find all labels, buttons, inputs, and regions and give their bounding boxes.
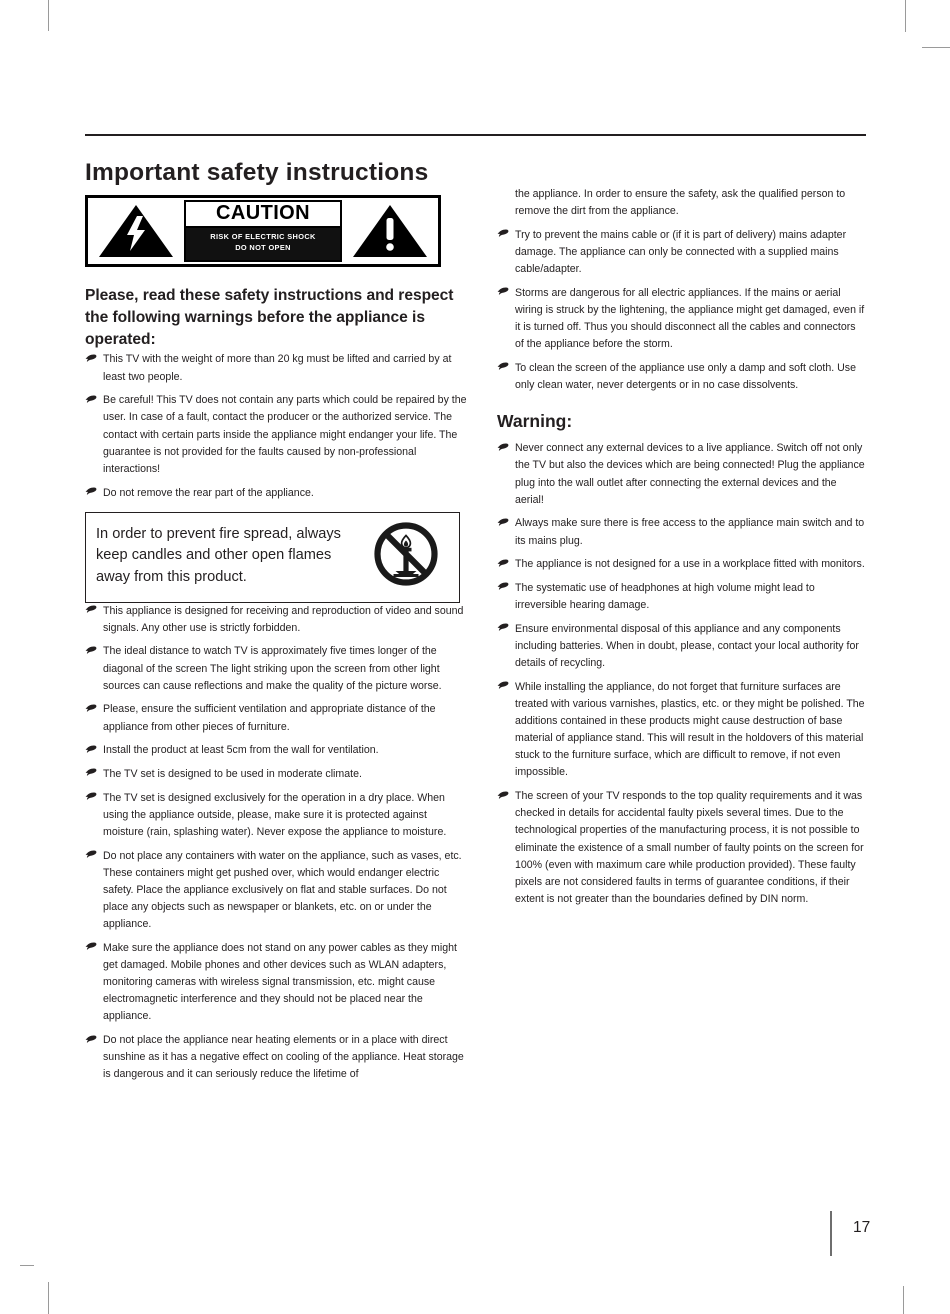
pointing-hand-bullet-icon (497, 287, 511, 297)
pointing-hand-bullet-icon (497, 681, 511, 691)
list-item-text: Install the product at least 5cm from the wall for ventilation. (103, 744, 379, 757)
left-column (85, 186, 467, 1090)
lightning-bolt-triangle-icon (97, 203, 175, 259)
list-item (85, 351, 467, 385)
no-open-flame-warning-text: In order to prevent fire spread, always keep candles and other open flames away from this product. (96, 525, 341, 586)
exclamation-triangle-icon (351, 203, 429, 259)
footer-divider-rule (830, 1211, 832, 1256)
list-item-text: The appliance is not designed for a use in a workplace fitted with monitors. (515, 558, 865, 571)
list-item (85, 790, 467, 841)
pointing-hand-bullet-icon (497, 791, 511, 801)
caution-text-block (184, 200, 342, 263)
left-bullet-list-top (85, 351, 467, 501)
list-item (497, 679, 867, 782)
pointing-hand-bullet-icon (85, 792, 99, 802)
list-item-text: This TV with the weight of more than 20 kg must be lifted and carried by at least two people. (103, 353, 452, 383)
list-item (85, 485, 467, 502)
list-item-text: Ensure environmental disposal of this appliance and any components including batteries. When in doubt, please, contact your local authority for details of recycling. (515, 622, 859, 669)
no-open-flame-icon (373, 521, 439, 592)
list-item-text: Do not place any containers with water on the appliance, such as vases, etc. These containers might get pushed over, which would endanger electric safety. Place the appliance exclusively on flat and stable surfaces. Do not place any objects such as newspaper or blankets, etc. on or under the appliance. (103, 849, 462, 931)
list-item (497, 621, 867, 672)
list-item-text: Please, ensure the sufficient ventilation and appropriate distance of the appliance from other pieces of furniture. (103, 703, 436, 733)
list-item (497, 440, 867, 509)
continuation-paragraph: the appliance. In order to ensure the safety, ask the qualified person to remove the dirt from the appliance. (515, 188, 846, 218)
list-item-text: The ideal distance to watch TV is approximately five times longer of the diagonal of the screen The light striking upon the screen from other light sources can cause reflections and make the quality of the picture worse. (103, 645, 442, 692)
caution-subtext (186, 228, 340, 260)
list-item (85, 1032, 467, 1083)
pointing-hand-bullet-icon (497, 582, 511, 592)
list-item-text: Do not place the appliance near heating elements or in a place with direct sunshine as it has a negative effect on cooling of the appliance. Heat storage is dangerous and it can seriously reduce the lifetime of (103, 1034, 464, 1081)
list-item (85, 643, 467, 694)
list-item (85, 742, 467, 759)
list-item-text: Storms are dangerous for all electric appliances. If the mains or aerial wiring is struck by the lightening, the appliance might get damaged, even if it is turned off. Thus you should disconnect all the cables and connectors of the appliance before the storm. (515, 286, 865, 351)
list-item (497, 227, 867, 278)
caution-label (85, 195, 441, 267)
right-column (497, 186, 867, 915)
list-item-text: While installing the appliance, do not forget that furniture surfaces are treated with various varnishes, plastics, etc. or they might be polished. The additions contained in these products might cause destruction of base material of appliance stand. This will result in the holdovers of this material stuck to the furniture surface, which are difficult to remove, if not even impossible. (515, 680, 865, 779)
list-item (497, 360, 867, 394)
pointing-hand-bullet-icon (497, 362, 511, 372)
caution-word: CAUTION (186, 202, 340, 229)
list-item-text: The screen of your TV responds to the top quality requirements and it was checked in details for accidental faulty pixels several times. Due to the technological properties of the manufacturing process, it is not possible to eliminate the existence of a small number of faulty points on the screen for 100% (even with maximum care while production provided). These faulty pixels are not considered faults in terms of guarantee conditions, if their extent is not greater than the boundaries defined by DIN norm. (515, 790, 864, 905)
pointing-hand-bullet-icon (85, 745, 99, 755)
list-item-text: Be careful! This TV does not contain any parts which could be repaired by the user. In case of a fault, contact the producer or the authorized service. The contact with certain parts inside the appliance might endanger your life. The guarantee is not provided for the faults caused by non-professional interactions! (103, 394, 467, 475)
list-item (85, 940, 467, 1026)
pointing-hand-bullet-icon (497, 559, 511, 569)
right-bullet-list-top (497, 227, 867, 394)
list-item-text: Always make sure there is free access to the appliance main switch and to its mains plug. (515, 517, 865, 547)
pointing-hand-bullet-icon (85, 487, 99, 497)
pointing-hand-bullet-icon (497, 623, 511, 633)
list-item (85, 701, 467, 735)
list-item (85, 766, 467, 783)
page-title: Important safety instructions (85, 159, 429, 187)
pointing-hand-bullet-icon (85, 942, 99, 952)
list-item (497, 788, 867, 908)
list-item-text: Never connect any external devices to a live appliance. Switch off not only the TV but also the devices which are being connected! Plug the appliance plug into the wall outlet after connecting the external devices and the aerial! (515, 442, 865, 506)
lead-paragraph: Please, read these safety instructions and respect the following warnings before the appliance is operated: (85, 287, 454, 349)
warning-heading: Warning: (497, 411, 573, 432)
list-item (497, 556, 867, 573)
page-number: 17 (853, 1219, 871, 1236)
list-item-text: Make sure the appliance does not stand on any power cables as they might get damaged. Mobile phones and other devices such as WLAN adapters, monitoring cameras with wireless signal transmission, etc. might cause electromagnetic interference and they should not be placed near the appliance. (103, 941, 457, 1023)
no-open-flame-warning-box (85, 512, 460, 603)
pointing-hand-bullet-icon (85, 395, 99, 405)
list-item (497, 580, 867, 614)
pointing-hand-bullet-icon (85, 646, 99, 656)
pointing-hand-bullet-icon (85, 354, 99, 364)
pointing-hand-bullet-icon (497, 443, 511, 453)
list-item (85, 603, 467, 637)
pointing-hand-bullet-icon (85, 704, 99, 714)
header-divider-rule (85, 134, 866, 136)
pointing-hand-bullet-icon (85, 605, 99, 615)
list-item-text: The systematic use of headphones at high volume might lead to irreversible hearing damage. (515, 581, 815, 611)
list-item (497, 285, 867, 354)
pointing-hand-bullet-icon (85, 768, 99, 778)
list-item (85, 848, 467, 934)
pointing-hand-bullet-icon (85, 850, 99, 860)
pointing-hand-bullet-icon (497, 518, 511, 528)
pointing-hand-bullet-icon (85, 1035, 99, 1045)
list-item-text: This appliance is designed for receiving and reproduction of video and sound signals. Any other use is strictly forbidden. (103, 604, 464, 634)
list-item (85, 392, 467, 478)
list-item (497, 515, 867, 549)
list-item-text: The TV set is designed to be used in moderate climate. (103, 767, 362, 780)
pointing-hand-bullet-icon (497, 229, 511, 239)
caution-subtext-line1: RISK OF ELECTRIC SHOCK (210, 232, 316, 242)
list-item-text: The TV set is designed exclusively for the operation in a dry place. When using the appliance outside, please, make sure it is protected against moisture (rain, splashing water). Never expose the appliance to moisture. (103, 791, 447, 838)
list-item-text: Try to prevent the mains cable or (if it is part of delivery) mains adapter damage. The appliance can only be connected with a supplied mains cable/adapter. (515, 228, 847, 276)
list-item-text: To clean the screen of the appliance use only a damp and soft cloth. Use only clean water, never detergents or in no case dissolvents. (515, 361, 856, 392)
list-item-text: Do not remove the rear part of the appliance. (103, 486, 314, 499)
right-bullet-list-warning (497, 440, 867, 908)
caution-subtext-line2: DO NOT OPEN (235, 243, 291, 253)
left-bullet-list-bottom (85, 603, 467, 1084)
